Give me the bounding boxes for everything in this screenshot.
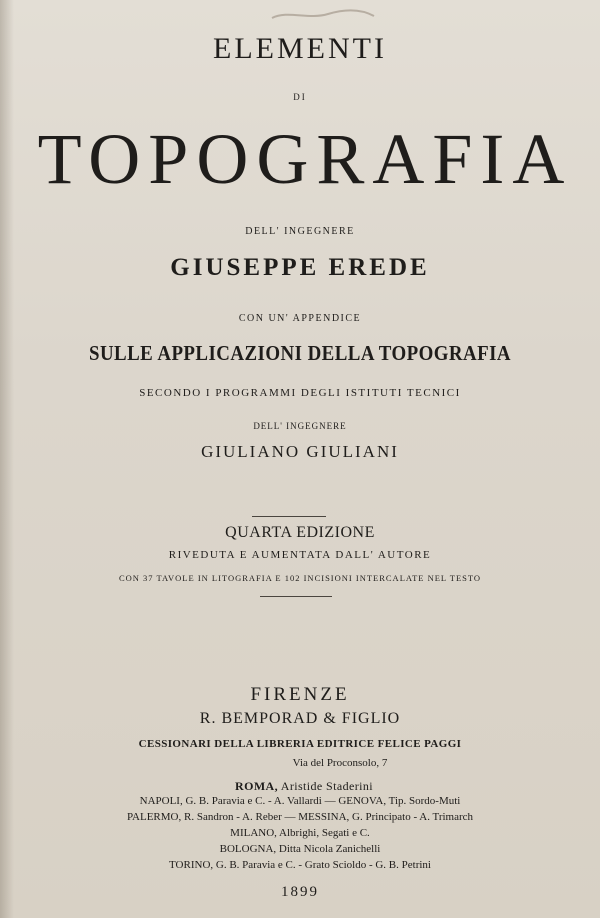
appendix-title: SULLE APPLICAZIONI DELLA TOPOGRAFIA: [88, 341, 512, 365]
imprint-bologna: BOLOGNA, Ditta Nicola Zanichelli: [219, 843, 381, 855]
publication-year: 1899: [281, 884, 319, 900]
imprint-city: FIRENZE: [250, 684, 350, 705]
roma-bookseller: Aristide Staderini: [280, 779, 373, 793]
title-small: ELEMENTI: [213, 32, 387, 65]
edition-revised: RIVEDUTA E AUMENTATA DALL' AUTORE: [168, 549, 432, 561]
edition-contents: CON 37 TAVOLE IN LITOGRAFIA E 102 INCISIONI INTERCALATE NEL TESTO: [118, 573, 482, 583]
imprint-address: Via del Proconsolo, 7: [292, 757, 388, 769]
faded-stamp: [268, 6, 378, 24]
author-name: GIUSEPPE EREDE: [170, 254, 430, 281]
author-prefix: DELL' INGEGNERE: [245, 226, 355, 237]
coauthor-prefix: DELL' INGEGNERE: [253, 421, 347, 431]
coauthor-name: GIULIANO GIULIANI: [201, 442, 399, 461]
imprint-napoli: NAPOLI, G. B. Paravia e C. - A. Vallardi — GENOVA, Tip. Sordo-Muti: [139, 795, 461, 807]
appendix-subtitle: SECONDO I PROGRAMMI DEGLI ISTITUTI TECNICI: [139, 387, 461, 399]
imprint-milano: MILANO, Albrighi, Segati e C.: [230, 827, 370, 839]
title-connector: DI: [293, 92, 307, 102]
imprint-torino: TORINO, G. B. Paravia e C. - Grato Scioldo - G. B. Petrini: [169, 859, 431, 871]
imprint-cessionari: CESSIONARI DELLA LIBRERIA EDITRICE FELICE PAGGI: [138, 738, 462, 750]
imprint-publisher: R. BEMPORAD & FIGLIO: [199, 710, 401, 727]
roma-city: ROMA,: [235, 779, 279, 793]
title-large: TOPOGRAFIA: [37, 119, 573, 199]
divider-bottom: [260, 596, 332, 597]
appendix-intro: CON UN' APPENDICE: [238, 313, 362, 324]
imprint-palermo: PALERMO, R. Sandron - A. Reber — MESSINA, G. Principato - A. Trimarch: [126, 811, 474, 823]
imprint-roma: [8, 779, 600, 794]
divider-top: [252, 516, 326, 517]
edition-title: QUARTA EDIZIONE: [225, 524, 375, 541]
